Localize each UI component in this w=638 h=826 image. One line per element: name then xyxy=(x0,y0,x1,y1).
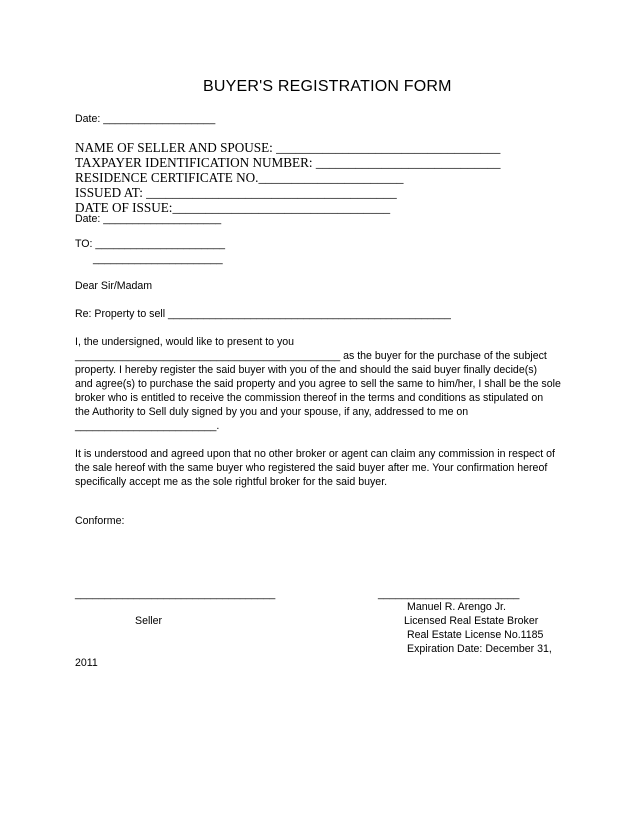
to-field-second-line: ______________________ xyxy=(93,253,223,265)
paragraph-line: ________________________. xyxy=(75,420,220,432)
salutation: Dear Sir/Madam xyxy=(75,280,153,292)
to-field: TO: ______________________ xyxy=(75,238,226,250)
broker-signature-line: ________________________ xyxy=(378,588,520,600)
year: 2011 xyxy=(75,657,98,669)
broker-title: Licensed Real Estate Broker xyxy=(404,615,539,627)
issued-at-field: ISSUED AT: ______________________________________ xyxy=(75,185,397,200)
broker-license-expiration: Expiration Date: December 31, xyxy=(407,643,552,655)
date-field: Date: ___________________ xyxy=(75,113,216,125)
paragraph-line: property. I hereby register the said buyer with you of the and should the said buyer finally decide(s) xyxy=(75,364,538,376)
conforme-label: Conforme: xyxy=(75,515,125,527)
paragraph-line: broker who is entitled to receive the commission thereof in the terms and conditions as stipulated on xyxy=(75,392,544,404)
paragraph-line: and agree(s) to purchase the said property and you agree to sell the same to him/her, I shall be the sole xyxy=(75,378,561,390)
paragraph-line: _____________________________________________ as the buyer for the purchase of the subject xyxy=(75,350,547,362)
broker-name: Manuel R. Arengo Jr. xyxy=(407,601,506,613)
taxpayer-id-field: TAXPAYER IDENTIFICATION NUMBER: ____________________________ xyxy=(75,155,501,170)
paragraph-line: the Authority to Sell duly signed by you and your spouse, if any, addressed to me on xyxy=(75,406,469,418)
date-of-issue-field: DATE OF ISSUE:_________________________________ xyxy=(75,200,391,215)
paragraph-line: the sale hereof with the same buyer who registered the said buyer after me. Your confirmation hereof xyxy=(75,462,548,474)
residence-certificate-field: RESIDENCE CERTIFICATE NO.______________________ xyxy=(75,170,404,185)
paragraph-line: It is understood and agreed upon that no other broker or agent can claim any commission in respect of xyxy=(75,448,555,460)
broker-license: Real Estate License No.1185 xyxy=(407,629,544,641)
seller-label: Seller xyxy=(135,615,163,627)
form-title: BUYER'S REGISTRATION FORM xyxy=(203,78,452,95)
re-property-line: Re: Property to sell ________________________________________________ xyxy=(75,308,451,320)
paragraph-line: specifically accept me as the sole rightful broker for the said buyer. xyxy=(75,476,388,488)
seller-name-field: NAME OF SELLER AND SPOUSE: __________________________________ xyxy=(75,140,501,155)
paragraph-line: I, the undersigned, would like to present to you xyxy=(75,336,295,348)
seller-signature-line: __________________________________ xyxy=(75,588,276,600)
date-field-2: Date: ____________________ xyxy=(75,213,222,225)
